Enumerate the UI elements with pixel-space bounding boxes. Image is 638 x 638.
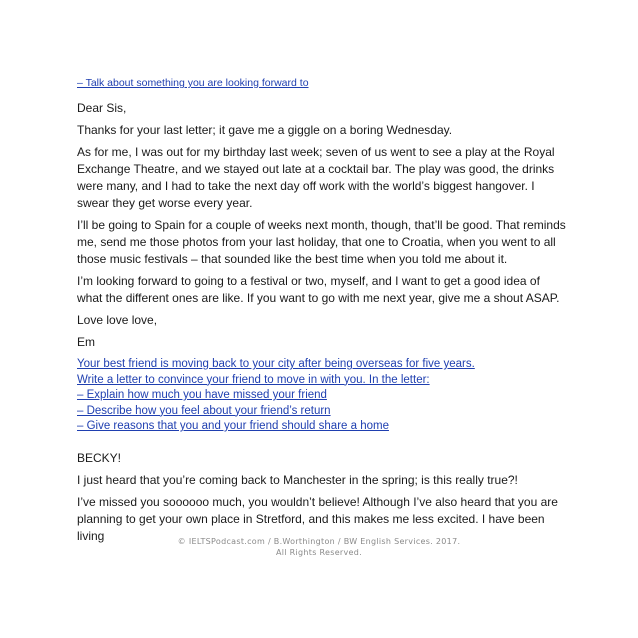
reply-letter: [77, 450, 567, 550]
sample-letter: [77, 100, 567, 356]
task-line[interactable]: – Describe how you feel about your friend’s return: [77, 404, 331, 417]
letter-signature: Em: [77, 335, 95, 349]
task-line[interactable]: – Give reasons that you and your friend should share a home: [77, 420, 389, 432]
task-line[interactable]: Write a letter to convince your friend to move in with you. In the letter:: [77, 373, 430, 386]
reply-paragraph: I just heard that you’re coming back to Manchester in the spring; is this really true?!: [77, 473, 518, 487]
task-line[interactable]: – Explain how much you have missed your friend: [77, 389, 327, 401]
reply-paragraph: I’ve missed you soooooo much, you wouldn’t believe! Although I’ve also heard that you are planning to get your own place in Stretford, and this makes me less excited. I have been living: [77, 495, 558, 543]
copyright-footer: [0, 536, 638, 558]
letter-paragraph: Thanks for your last letter; it gave me a giggle on a boring Wednesday.: [77, 123, 453, 137]
footer-line: All Rights Reserved.: [275, 548, 362, 557]
reply-greeting: BECKY!: [77, 451, 122, 465]
topic-link[interactable]: – Talk about something you are looking forward to: [77, 77, 309, 89]
letter-greeting: Dear Sis,: [77, 101, 127, 115]
letter-paragraph: I’m looking forward to going to a festival or two, myself, and I want to get a good idea of what the different ones are like. If you want to go with me next year, give me a shout ASAP.: [77, 274, 560, 305]
task-prompt: [77, 357, 567, 435]
letter-paragraph: As for me, I was out for my birthday last week; seven of us went to see a play at the Royal Exchange Theatre, and we stayed out late at a cocktail bar. The play was good, the drinks were many, and I had to take the next day off work with the world’s biggest hangover. I swear they get worse every year.: [77, 145, 555, 210]
letter-closing: Love love love,: [77, 313, 158, 327]
letter-paragraph: I’ll be going to Spain for a couple of weeks next month, though, that’ll be good. That reminds me, send me those photos from your last holiday, that one to Croatia, when you went to all those music festivals – that sounded like the best time when you told me about it.: [77, 218, 566, 266]
footer-line: © IELTSPodcast.com / B.Worthington / BW English Services. 2017.: [177, 537, 461, 546]
task-line[interactable]: Your best friend is moving back to your city after being overseas for five years.: [77, 358, 475, 370]
